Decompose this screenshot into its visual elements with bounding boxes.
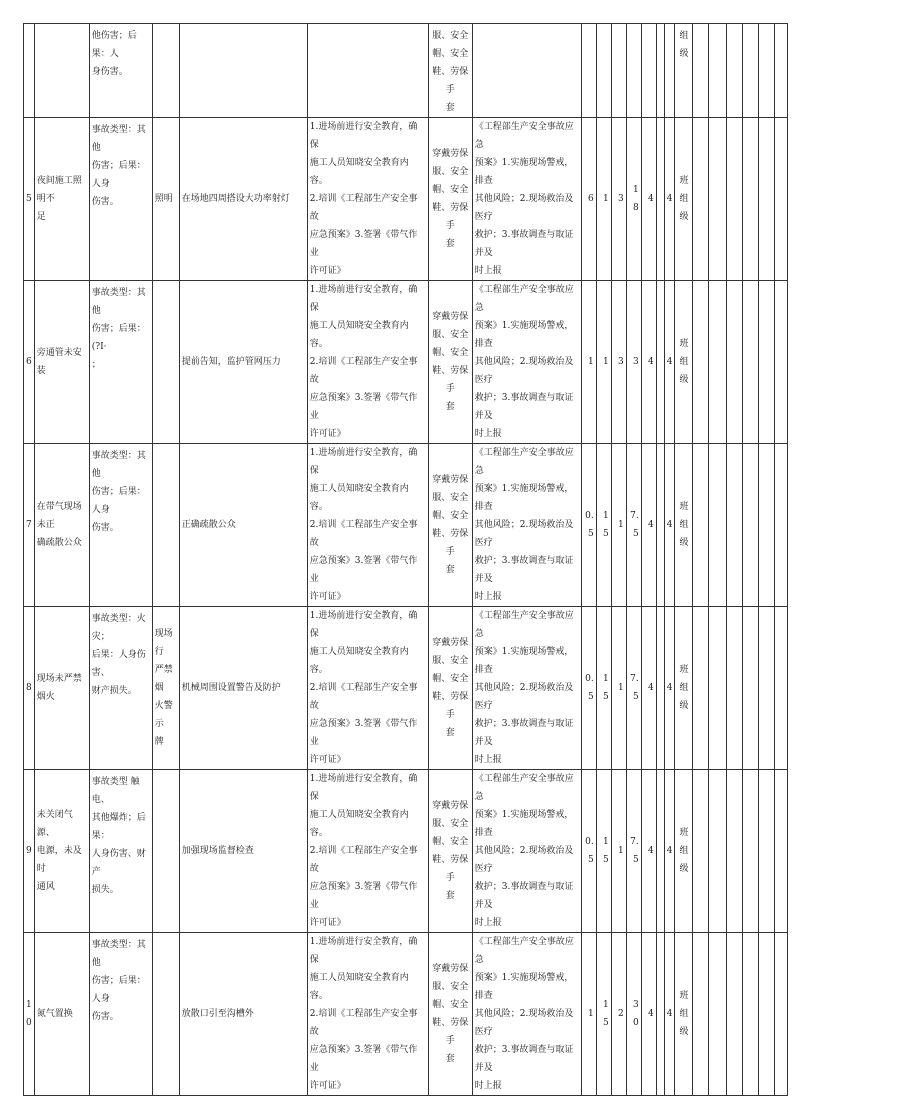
row-number: 5	[24, 118, 35, 281]
blank-cell	[727, 24, 743, 118]
consequence: 事故类型：其他 伤害；后果：(?I· ；	[89, 281, 152, 444]
score-l: 1	[581, 933, 596, 1096]
blank-cell	[743, 770, 759, 933]
control-unit: 班 组 级	[675, 118, 693, 281]
control-unit: 班 组 级	[675, 444, 693, 607]
score-d: 30	[626, 933, 641, 1096]
score-d: 7.5	[626, 444, 641, 607]
control-unit: 班 组 级	[675, 281, 693, 444]
blank-cell	[709, 933, 727, 1096]
hazard-source: 照明	[152, 118, 179, 281]
blank-cell	[775, 770, 788, 933]
control-unit: 组 级	[675, 24, 693, 118]
risk-level-2: 4	[664, 281, 675, 444]
blank-cell	[759, 933, 775, 1096]
blank-cell	[656, 444, 664, 607]
consequence: 事故类型：其他 伤害；后果：人身 伤害。	[89, 444, 152, 607]
blank-cell	[693, 24, 709, 118]
score-e: 15	[596, 770, 611, 933]
hazard-description: 未关闭气源、 电源，未及时 通风	[34, 770, 89, 933]
row-number: 7	[24, 444, 35, 607]
ppe-measure: 穿戴劳保 服、安全 帽、安全 鞋、劳保手 套	[428, 770, 472, 933]
score-c: 1	[611, 770, 626, 933]
management-measure: 1.进场前进行安全教育，确保 施工人员知晓安全教育内容。 2.培训《工程部生产安全事故 应急预案》3.签署《带气作业 许可证》	[307, 444, 428, 607]
consequence: 事故类型 触电、 其他爆炸；后果： 人身伤害、财产 损失。	[89, 770, 152, 933]
score-c: 1	[611, 607, 626, 770]
blank-cell	[656, 770, 664, 933]
management-measure: 1.进场前进行安全教育，确保 施工人员知晓安全教育内容。 2.培训《工程部生产安全事故 应急预案》3.签署《带气作业 许可证》	[307, 933, 428, 1096]
hazard-description: 现场未严禁烟火	[34, 607, 89, 770]
engineering-measure: 在场地四周搭设大功率射灯	[179, 118, 307, 281]
row-number: 6	[24, 281, 35, 444]
score-l: 6	[581, 118, 596, 281]
blank-cell	[759, 24, 775, 118]
blank-cell	[775, 444, 788, 607]
emergency-measure: 《工程部生产安全事故应急 预案》1.实施现场警戒，排查 其他风险；2.现场救治及医疗 救护；3.事故调查与取证并及 时上报	[472, 281, 581, 444]
consequence: 他伤害；后果：人 身伤害。	[89, 24, 152, 118]
management-measure: 1.进场前进行安全教育，确保 施工人员知晓安全教育内容。 2.培训《工程部生产安全事故 应急预案》3.签署《带气作业 许可证》	[307, 281, 428, 444]
consequence: 事故类型：火灾； 后果：人身伤害、 财产损失。	[89, 607, 152, 770]
score-e: 1	[596, 281, 611, 444]
ppe-measure: 穿戴劳保 服、安全 帽、安全 鞋、劳保手 套	[428, 933, 472, 1096]
emergency-measure: 《工程部生产安全事故应急 预案》1.实施现场警戒，排查 其他风险；2.现场救治及医疗 救护；3.事故调查与取证并及 时上报	[472, 607, 581, 770]
engineering-measure: 放散口引至沟槽外	[179, 933, 307, 1096]
blank-cell	[775, 281, 788, 444]
score-c: 2	[611, 933, 626, 1096]
blank-cell	[727, 607, 743, 770]
score-c: 3	[611, 118, 626, 281]
management-measure: 1.进场前进行安全教育，确保 施工人员知晓安全教育内容。 2.培训《工程部生产安全事故 应急预案》3.签署《带气作业 许可证》	[307, 118, 428, 281]
blank-cell	[759, 118, 775, 281]
table-row	[24, 281, 788, 444]
score-l: 0.5	[581, 444, 596, 607]
blank-cell	[693, 444, 709, 607]
score-e: 1	[596, 118, 611, 281]
hazard-source	[152, 281, 179, 444]
emergency-measure	[472, 24, 581, 118]
table-body	[24, 24, 788, 1096]
table-row	[24, 118, 788, 281]
table-row	[24, 444, 788, 607]
risk-level: 4	[641, 607, 656, 770]
score-c	[611, 24, 626, 118]
blank-cell	[743, 281, 759, 444]
table-row	[24, 933, 788, 1096]
blank-cell	[743, 118, 759, 281]
management-measure: 1.进场前进行安全教育，确保 施工人员知晓安全教育内容。 2.培训《工程部生产安全事故 应急预案》3.签署《带气作业 许可证》	[307, 770, 428, 933]
blank-cell	[693, 118, 709, 281]
ppe-measure: 穿戴劳保 服、安全 帽、安全 鞋、劳保手 套	[428, 118, 472, 281]
blank-cell	[656, 607, 664, 770]
risk-level: 4	[641, 118, 656, 281]
risk-assessment-table	[23, 23, 788, 1096]
score-e: 15	[596, 444, 611, 607]
control-unit: 班 组 级	[675, 770, 693, 933]
row-number: 8	[24, 607, 35, 770]
ppe-measure: 穿戴劳保 服、安全 帽、安全 鞋、劳保手 套	[428, 281, 472, 444]
score-e	[596, 24, 611, 118]
blank-cell	[743, 607, 759, 770]
blank-cell	[709, 770, 727, 933]
hazard-description	[34, 24, 89, 118]
score-d: 18	[626, 118, 641, 281]
blank-cell	[775, 24, 788, 118]
score-c: 1	[611, 444, 626, 607]
risk-level-2: 4	[664, 444, 675, 607]
hazard-source	[152, 770, 179, 933]
blank-cell	[656, 24, 664, 118]
risk-level-2: 4	[664, 933, 675, 1096]
blank-cell	[656, 281, 664, 444]
blank-cell	[693, 933, 709, 1096]
hazard-source	[152, 24, 179, 118]
hazard-description: 氮气置换	[34, 933, 89, 1096]
table-row	[24, 770, 788, 933]
blank-cell	[709, 281, 727, 444]
blank-cell	[759, 607, 775, 770]
blank-cell	[656, 118, 664, 281]
emergency-measure: 《工程部生产安全事故应急 预案》1.实施现场警戒，排查 其他风险；2.现场救治及医疗 救护；3.事故调查与取证并及 时上报	[472, 770, 581, 933]
score-d: 7.5	[626, 770, 641, 933]
blank-cell	[743, 24, 759, 118]
blank-cell	[759, 281, 775, 444]
row-number: 10	[24, 933, 35, 1096]
blank-cell	[709, 118, 727, 281]
management-measure: 1.进场前进行安全教育，确保 施工人员知晓安全教育内容。 2.培训《工程部生产安全事故 应急预案》3.签署《带气作业 许可证》	[307, 607, 428, 770]
blank-cell	[709, 444, 727, 607]
risk-level-2: 4	[664, 607, 675, 770]
risk-level-2: 4	[664, 770, 675, 933]
score-d	[626, 24, 641, 118]
consequence: 事故类型：其他 伤害；后果：人身 伤害。	[89, 118, 152, 281]
score-c: 3	[611, 281, 626, 444]
engineering-measure: 提前告知，监护管网压力	[179, 281, 307, 444]
risk-level: 4	[641, 770, 656, 933]
score-l	[581, 24, 596, 118]
hazard-source: 现场行 严禁烟 火警示 牌	[152, 607, 179, 770]
row-number: 9	[24, 770, 35, 933]
ppe-measure: 服、安全 帽、安全 鞋、劳保手 套	[428, 24, 472, 118]
emergency-measure: 《工程部生产安全事故应急 预案》1.实施现场警戒，排查 其他风险；2.现场救治及医疗 救护；3.事故调查与取证并及 时上报	[472, 118, 581, 281]
engineering-measure: 加强现场监督检查	[179, 770, 307, 933]
risk-level-2	[664, 24, 675, 118]
risk-level	[641, 24, 656, 118]
score-d: 7.5	[626, 607, 641, 770]
score-d: 3	[626, 281, 641, 444]
management-measure	[307, 24, 428, 118]
emergency-measure: 《工程部生产安全事故应急 预案》1.实施现场警戒，排查 其他风险；2.现场救治及医疗 救护；3.事故调查与取证并及 时上报	[472, 444, 581, 607]
blank-cell	[709, 607, 727, 770]
score-l: 1	[581, 281, 596, 444]
consequence: 事故类型：其他 伤害；后果：人身 伤害。	[89, 933, 152, 1096]
ppe-measure: 穿戴劳保 服、安全 帽、安全 鞋、劳保手 套	[428, 607, 472, 770]
risk-level: 4	[641, 933, 656, 1096]
hazard-description: 旁通管未安装	[34, 281, 89, 444]
risk-level-2: 4	[664, 118, 675, 281]
engineering-measure: 机械周围设置警告及防护	[179, 607, 307, 770]
ppe-measure: 穿戴劳保 服、安全 帽、安全 鞋、劳保手 套	[428, 444, 472, 607]
engineering-measure: 正确疏散公众	[179, 444, 307, 607]
blank-cell	[727, 444, 743, 607]
blank-cell	[709, 24, 727, 118]
table-row	[24, 607, 788, 770]
blank-cell	[693, 281, 709, 444]
blank-cell	[727, 770, 743, 933]
blank-cell	[775, 118, 788, 281]
engineering-measure	[179, 24, 307, 118]
hazard-description: 在带气现场未正 确疏散公众	[34, 444, 89, 607]
control-unit: 班 组 级	[675, 607, 693, 770]
score-l: 0.5	[581, 607, 596, 770]
score-e: 15	[596, 607, 611, 770]
blank-cell	[743, 444, 759, 607]
blank-cell	[693, 607, 709, 770]
hazard-description: 夜间施工照明不 足	[34, 118, 89, 281]
control-unit: 班 组 级	[675, 933, 693, 1096]
blank-cell	[759, 770, 775, 933]
hazard-source	[152, 933, 179, 1096]
score-l: 0.5	[581, 770, 596, 933]
blank-cell	[727, 933, 743, 1096]
risk-level: 4	[641, 281, 656, 444]
blank-cell	[727, 281, 743, 444]
row-number	[24, 24, 35, 118]
blank-cell	[743, 933, 759, 1096]
hazard-source	[152, 444, 179, 607]
score-e: 15	[596, 933, 611, 1096]
blank-cell	[775, 933, 788, 1096]
blank-cell	[656, 933, 664, 1096]
blank-cell	[759, 444, 775, 607]
risk-level: 4	[641, 444, 656, 607]
table-row	[24, 24, 788, 118]
blank-cell	[775, 607, 788, 770]
blank-cell	[727, 118, 743, 281]
emergency-measure: 《工程部生产安全事故应急 预案》1.实施现场警戒，排查 其他风险；2.现场救治及医疗 救护；3.事故调查与取证并及 时上报	[472, 933, 581, 1096]
blank-cell	[693, 770, 709, 933]
